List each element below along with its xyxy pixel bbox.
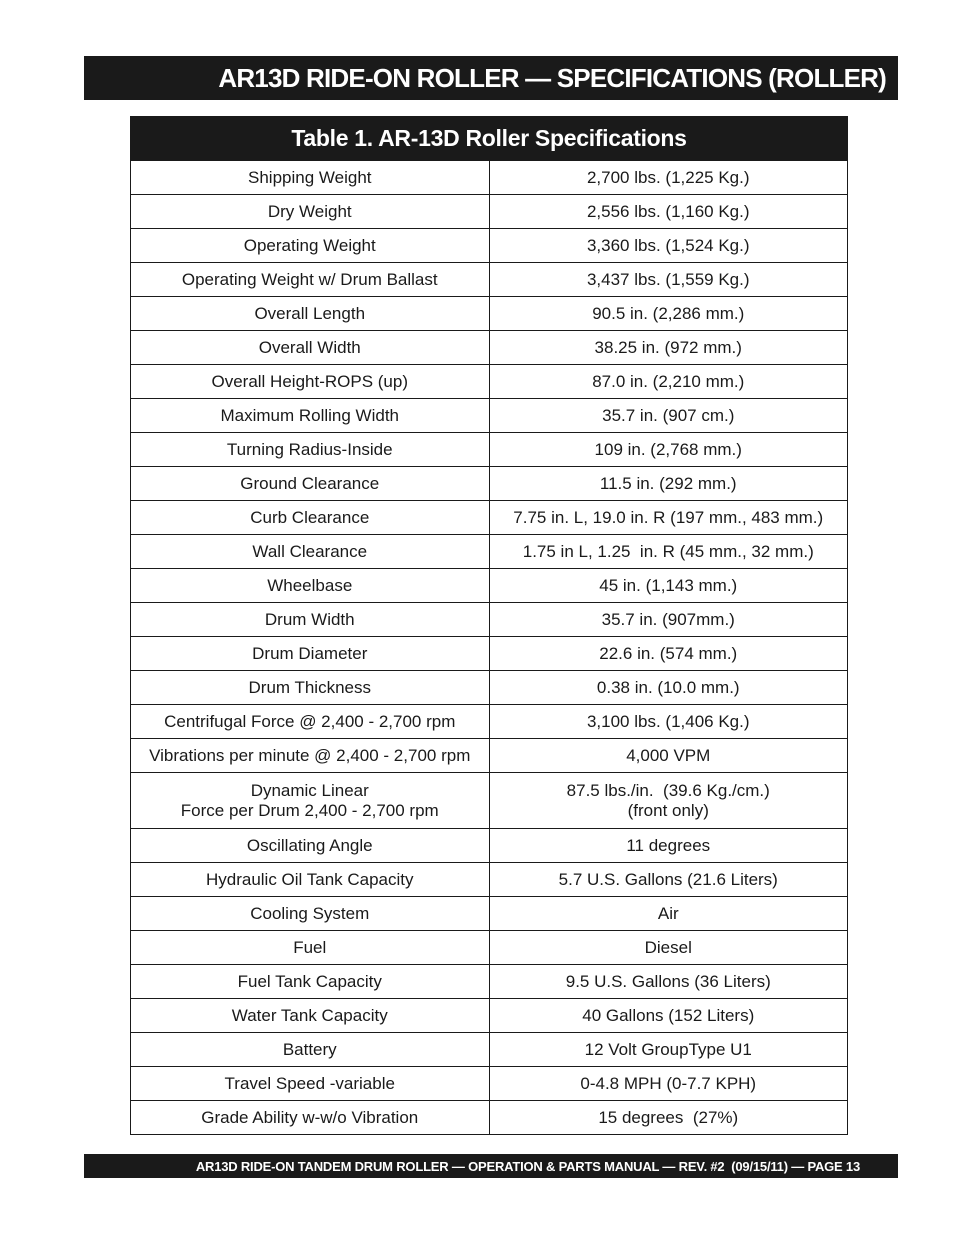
spec-label: Fuel Tank Capacity [131, 965, 490, 999]
spec-label: Water Tank Capacity [131, 999, 490, 1033]
spec-label: Maximum Rolling Width [131, 399, 490, 433]
page-title: AR13D RIDE-ON ROLLER — SPECIFICATIONS (ROLLER) [218, 62, 886, 93]
spec-value: 1.75 in L, 1.25 in. R (45 mm., 32 mm.) [489, 535, 848, 569]
spec-label: Vibrations per minute @ 2,400 - 2,700 rpm [131, 739, 490, 773]
spec-value: 45 in. (1,143 mm.) [489, 569, 848, 603]
spec-value: 0-4.8 MPH (0-7.7 KPH) [489, 1067, 848, 1101]
table-row [131, 365, 848, 399]
spec-value: 11.5 in. (292 mm.) [489, 467, 848, 501]
spec-label: Oscillating Angle [131, 829, 490, 863]
spec-label: Drum Width [131, 603, 490, 637]
table-row [131, 999, 848, 1033]
spec-label: Turning Radius-Inside [131, 433, 490, 467]
page-title-bar [84, 56, 898, 100]
spec-label: Battery [131, 1033, 490, 1067]
spec-label: Dry Weight [131, 195, 490, 229]
spec-value: Air [489, 897, 848, 931]
spec-label: Operating Weight [131, 229, 490, 263]
spec-label: Travel Speed -variable [131, 1067, 490, 1101]
table-row [131, 603, 848, 637]
spec-value: 9.5 U.S. Gallons (36 Liters) [489, 965, 848, 999]
table-row [131, 773, 848, 829]
table-row [131, 1033, 848, 1067]
spec-label: Fuel [131, 931, 490, 965]
spec-value: 0.38 in. (10.0 mm.) [489, 671, 848, 705]
spec-label: Cooling System [131, 897, 490, 931]
spec-label: Hydraulic Oil Tank Capacity [131, 863, 490, 897]
table-row [131, 229, 848, 263]
spec-value: 15 degrees (27%) [489, 1101, 848, 1135]
spec-value: Diesel [489, 931, 848, 965]
spec-value-line: (front only) [627, 800, 709, 820]
spec-label: Overall Height-ROPS (up) [131, 365, 490, 399]
spec-value: 7.75 in. L, 19.0 in. R (197 mm., 483 mm.) [489, 501, 848, 535]
spec-value: 109 in. (2,768 mm.) [489, 433, 848, 467]
spec-value: 4,000 VPM [489, 739, 848, 773]
spec-value: 3,100 lbs. (1,406 Kg.) [489, 705, 848, 739]
spec-value: 40 Gallons (152 Liters) [489, 999, 848, 1033]
table-row [131, 161, 848, 195]
page-footer-bar [84, 1154, 898, 1178]
spec-label: Wall Clearance [131, 535, 490, 569]
table-row [131, 739, 848, 773]
spec-label: Operating Weight w/ Drum Ballast [131, 263, 490, 297]
table-row [131, 467, 848, 501]
spec-value: 2,700 lbs. (1,225 Kg.) [489, 161, 848, 195]
spec-value: 3,360 lbs. (1,524 Kg.) [489, 229, 848, 263]
table-row [131, 501, 848, 535]
spec-label: Drum Diameter [131, 637, 490, 671]
spec-label: Drum Thickness [131, 671, 490, 705]
table-row [131, 671, 848, 705]
table-row [131, 1101, 848, 1135]
spec-value: 22.6 in. (574 mm.) [489, 637, 848, 671]
spec-value [489, 773, 848, 829]
spec-value-line: 87.5 lbs./in. (39.6 Kg./cm.) [566, 780, 770, 800]
spec-label: Centrifugal Force @ 2,400 - 2,700 rpm [131, 705, 490, 739]
table-caption: Table 1. AR-13D Roller Specifications [131, 117, 848, 161]
spec-value: 90.5 in. (2,286 mm.) [489, 297, 848, 331]
spec-value: 5.7 U.S. Gallons (21.6 Liters) [489, 863, 848, 897]
spec-label: Grade Ability w-w/o Vibration [131, 1101, 490, 1135]
spec-label: Overall Width [131, 331, 490, 365]
table-row [131, 931, 848, 965]
spec-value: 2,556 lbs. (1,160 Kg.) [489, 195, 848, 229]
table-caption-row [131, 117, 848, 161]
spec-value: 35.7 in. (907mm.) [489, 603, 848, 637]
table-row [131, 897, 848, 931]
spec-label: Ground Clearance [131, 467, 490, 501]
table-row [131, 331, 848, 365]
spec-value: 12 Volt GroupType U1 [489, 1033, 848, 1067]
table-row [131, 263, 848, 297]
table-row [131, 863, 848, 897]
specifications-table [130, 116, 848, 1135]
spec-value: 3,437 lbs. (1,559 Kg.) [489, 263, 848, 297]
spec-value: 11 degrees [489, 829, 848, 863]
table-row [131, 829, 848, 863]
table-row [131, 195, 848, 229]
spec-label: Wheelbase [131, 569, 490, 603]
table-row [131, 535, 848, 569]
table-row [131, 569, 848, 603]
spec-label-line: Force per Drum 2,400 - 2,700 rpm [180, 800, 439, 820]
table-row [131, 433, 848, 467]
table-row [131, 705, 848, 739]
table-row [131, 297, 848, 331]
table-row [131, 637, 848, 671]
spec-value: 35.7 in. (907 cm.) [489, 399, 848, 433]
spec-label: Overall Length [131, 297, 490, 331]
spec-label: Curb Clearance [131, 501, 490, 535]
spec-label [131, 773, 490, 829]
table-row [131, 1067, 848, 1101]
spec-label: Shipping Weight [131, 161, 490, 195]
page-footer-text: AR13D RIDE-ON TANDEM DRUM ROLLER — OPERATION & PARTS MANUAL — REV. #2 (09/15/11) — PAGE 13 [195, 1158, 860, 1174]
spec-value: 87.0 in. (2,210 mm.) [489, 365, 848, 399]
table-row [131, 399, 848, 433]
spec-value: 38.25 in. (972 mm.) [489, 331, 848, 365]
table-row [131, 965, 848, 999]
spec-label-line: Dynamic Linear [250, 780, 369, 800]
